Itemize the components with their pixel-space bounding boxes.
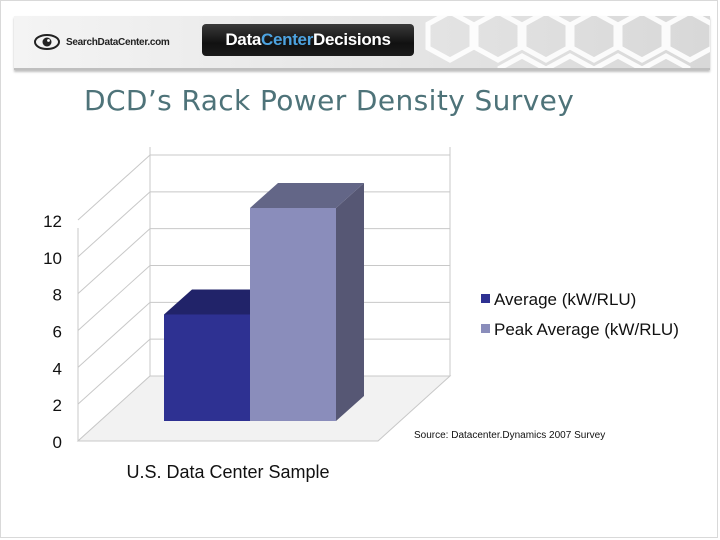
banner-word-center: Center (260, 30, 314, 49)
legend-label-2: Peak Average (kW/RLU) (494, 320, 679, 339)
legend-swatch-1 (481, 294, 490, 303)
banner-word-data: Data (225, 30, 261, 49)
x-category-label: U.S. Data Center Sample (126, 462, 330, 482)
y-tick-label: 10 (43, 248, 62, 268)
y-tick-label: 8 (52, 285, 62, 305)
legend-label-1: Average (kW/RLU) (494, 290, 637, 309)
site-logo-text: SearchDataCenter.com (66, 36, 170, 48)
y-tick-label: 12 (43, 212, 62, 231)
bar-side-2 (336, 183, 364, 421)
gridline-side (78, 229, 150, 294)
gridline-side (78, 155, 150, 220)
legend-swatch-2 (481, 324, 490, 333)
bar-2 (250, 208, 336, 421)
y-tick-label: 2 (52, 396, 62, 416)
y-tick-label: 0 (52, 433, 62, 452)
gridline-side (78, 302, 150, 367)
banner-word-decisions: Decisions (313, 30, 391, 49)
gridline-side (78, 266, 150, 331)
gridline-side (78, 192, 150, 257)
bar-1 (164, 315, 250, 422)
slide-title: DCD’s Rack Power Density Survey (84, 84, 575, 117)
y-tick-label: 6 (52, 322, 62, 342)
source-note: Source: Datacenter.Dynamics 2007 Survey (414, 430, 606, 441)
y-tick-label: 4 (52, 359, 62, 379)
